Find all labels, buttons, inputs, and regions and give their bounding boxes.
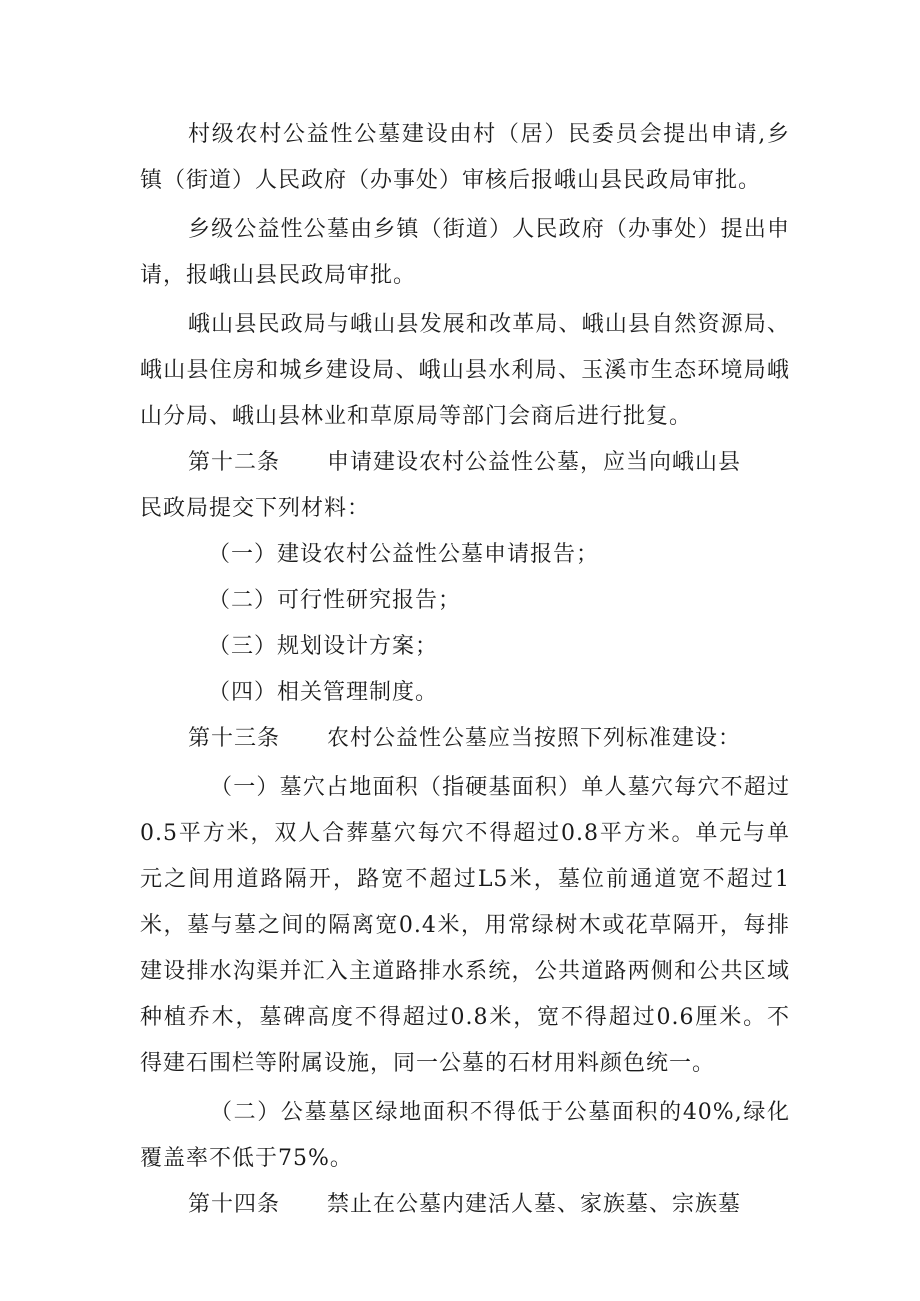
paragraph-township-cemetery-approval: 乡级公益性公墓由乡镇（街道）人民政府（办事处）提出申请，报峨山县民政局审批。: [140, 217, 790, 288]
article-13-text: 农村公益性公墓应当按照下列标准建设：: [327, 726, 742, 751]
paragraph-joint-consultation: 峨山县民政局与峨山县发展和改革局、峨山县自然资源局、峨山县住房和城乡建设局、峨山县水利局、玉溪市生态环境局峨山分局、峨山县林业和草原局等部门会商后进行批复。: [140, 312, 790, 429]
document-page: [140, 112, 790, 1228]
article-13-number: 第十三条: [188, 726, 281, 751]
article-12-item: （二）可行性研究报告；: [208, 588, 462, 613]
article-12-number: 第十二条: [188, 450, 281, 475]
paragraph-village-cemetery-approval: 村级农村公益性公墓建设由村（居）民委员会提出申请,乡镇（街道）人民政府（办事处）审核后报峨山县民政局审批。: [140, 122, 790, 193]
article-12-item: （一）建设农村公益性公墓申请报告；: [208, 542, 600, 567]
article-12-item: （四）相关管理制度。: [208, 680, 439, 705]
article-14-heading: [140, 1182, 790, 1228]
article-13-heading: [140, 716, 790, 762]
article-12-text: 申请建设农村公益性公墓，应当向峨山县: [327, 450, 742, 475]
article-12-item: （三）规划设计方案；: [208, 634, 439, 659]
article-13-clause-1: （一）墓穴占地面积（指硬基面积）单人墓穴每穴不超过0.5平方米，双人合葬墓穴每穴不得超过0.8平方米。单元与单元之间用道路隔开，路宽不超过L5米，墓位前通道宽不超过1米，墓与墓之间的隔离宽0.4米，用常绿树木或花草隔开，每排建设排水沟渠并汇入主道路排水系统，公共道路两侧和公共区域种植乔木，墓碑高度不得超过0.8米，宽不得超过0.6厘米。不得建石围栏等附属设施，同一公墓的石材用料颜色统一。: [140, 775, 790, 1076]
article-14-number: 第十四条: [188, 1192, 281, 1217]
article-13-clause-2: （二）公墓墓区绿地面积不得低于公墓面积的40%,绿化覆盖率不低于75%。: [140, 1100, 790, 1171]
article-12-heading: [140, 440, 790, 486]
article-14-text: 禁止在公墓内建活人墓、家族墓、宗族墓: [327, 1192, 742, 1217]
article-12-continuation: 民政局提交下列材料：: [140, 496, 371, 521]
